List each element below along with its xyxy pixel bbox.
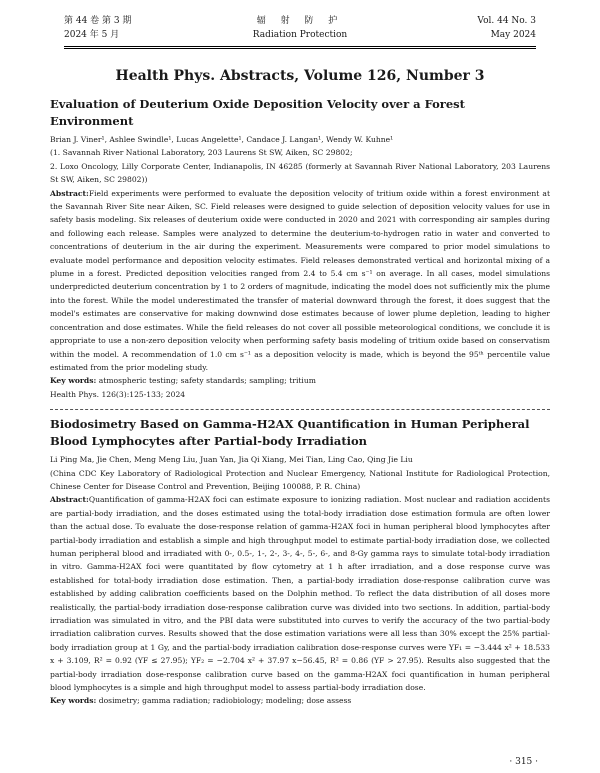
- article-title: Biodosimetry Based on Gamma-H2AX Quantification in Human Peripheral Blood Lymphocytes after Partial-body Irradiation: [50, 417, 530, 449]
- keywords-label: Key words:: [50, 376, 97, 386]
- header-rule: [64, 48, 536, 49]
- volume-issue-en: Vol. 44 No. 3: [477, 16, 536, 26]
- date-cn: 2024 年 5 月: [64, 30, 120, 40]
- article-keywords: [50, 374, 550, 387]
- article-separator: [50, 409, 550, 410]
- journal-title-cn: 辐 射 防 护: [256, 16, 344, 26]
- article-affiliation: (1. Savannah River National Laboratory, 203 Laurens St SW, Aiken, SC 29802;: [50, 148, 353, 158]
- abstract-label: Abstract:: [50, 495, 89, 505]
- article-authors: Li Ping Ma, Jie Chen, Meng Meng Liu, Juan Yan, Jia Qi Xiang, Mei Tian, Ling Cao, Qing Jie Liu: [50, 455, 413, 465]
- page-number: · 315 ·: [509, 757, 538, 767]
- article-1: [50, 96, 550, 401]
- page-content: [50, 64, 550, 708]
- date-en: May 2024: [490, 30, 536, 40]
- article-citation: Health Phys. 126(3):125-133; 2024: [50, 389, 186, 399]
- article-abstract: [50, 493, 550, 694]
- article-affiliation: (China CDC Key Laboratory of Radiological Protection and Nuclear Emergency, National Institute for Radiological Protection, Chinese Center for Disease Control and Prevention, Beijing 100088, P. R. China): [50, 468, 550, 491]
- article-abstract: [50, 187, 550, 375]
- article-keywords: [50, 694, 550, 707]
- abstract-text: Quantification of gamma-H2AX foci can estimate exposure to ionizing radiation. Most nuclear and radiation accidents are partial-body irradiation, and the doses estimated using the total-body irradiation dose estimation formula are often lower than the actual dose. To evaluate the dose-response relation of gamma-H2AX foci in human peripheral blood lymphocytes after partial-body irradiation and establish a simple and high throughput model to estimate partial-body irradiation dose, we collected human peripheral blood and irradiated with 0-, 0.5-, 1-, 2-, 3-, 4-, 5-, 6-, and 8-Gy gamma rays to simulate total-body irradiation in vitro. Gamma-H2AX foci were quantitated by flow cytometry at 1 h after irradiation, and a dose response curve was established for total-body irradiation dose estimation. Then, a partial-body irradiation dose-response calibration curve was established by adding calibration coefficients based on the Dolphin method. To reflect the data distribution of all doses more realistically, the partial-body irradiation dose-response calibration curve was divided into two sections. In addition, partial-body irradiation was simulated in vitro, and the PBI data were substituted into curves to verify the accuracy of the two partial-body irradiation calibration curves. Results showed that the dose estimation variations were all less than 30% except the 25% partial-body irradiation group at 1 Gy, and the partial-body irradiation calibration dose-response curves were YF₁ = −3.444 x² + 18.533 x + 3.109, R² = 0.92 (YF ≤ 27.95); YF₂ = −2.704 x² + 37.97 x−56.45, R² = 0.86 (YF > 27.95). Results also suggested that the partial-body irradiation dose-response calibration curve based on the gamma-H2AX foci quantification in human peripheral blood lymphocytes is a simple and high throughput model to assess partial-body irradiation dose.: [50, 495, 550, 693]
- abstract-label: Abstract:: [50, 188, 89, 198]
- article-2: [50, 416, 550, 708]
- page-title: Health Phys. Abstracts, Volume 126, Number 3: [115, 68, 485, 84]
- keywords-text: dosimetry; gamma radiation; radiobiology; modeling; dose assess: [98, 696, 352, 706]
- keywords-label: Key words:: [50, 696, 97, 706]
- article-title: Evaluation of Deuterium Oxide Deposition Velocity over a Forest Environment: [50, 97, 465, 128]
- volume-issue-cn: 第 44 卷 第 3 期: [64, 16, 132, 26]
- journal-title-en: Radiation Protection: [252, 30, 348, 40]
- article-affiliation: 2. Loxo Oncology, Lilly Corporate Center, Indianapolis, IN 46285 (formerly at Savannah River National Laboratory, 203 Laurens St SW, Aiken, SC 29802)): [50, 161, 550, 185]
- article-authors: Brian J. Viner¹, Ashlee Swindle¹, Lucas Angelette¹, Candace J. Langan¹, Wendy W. Kuhne¹: [50, 135, 394, 144]
- keywords-text: atmospheric testing; safety standards; sampling; tritium: [98, 376, 316, 386]
- header-right: [477, 14, 536, 42]
- header-center: [64, 14, 536, 42]
- running-header: [64, 14, 536, 47]
- abstract-text: Field experiments were performed to evaluate the deposition velocity of tritium oxide within a forest environment at the Savannah River Site near Aiken, SC. Field releases were designed to guide selection of deposition velocity values for use in safety basis modeling. Six releases of deuterium oxide were conducted in 2020 and 2021 with corresponding air samples during and following each release. Samples were analyzed to determine the deuterium-to-hydrogen ratio in water and converted to concentrations of deuterium in the air during the experiment. Measurements were compared to prior model simulations to evaluate model performance and deposition velocity estimates. Field releases demonstrated vertical and horizontal mixing of a plume in a forest. Predicted deposition velocities ranged from 2.4 to 5.4 cm s⁻¹ on average. In all cases, model simulations underpredicted deuterium concentration by 1 to 2 orders of magnitude, indicating the model does not sufficiently mix the plume into the forest. While the model underestimated the transfer of material downward through the forest, it does suggest that the model's estimates are conservative for making downwind dose estimates because of lower plume depletion, leading to higher concentration and dose estimates. While the field releases do not cover all possible meteorological conditions, we conclude it is appropriate to use a non-zero deposition velocity when performing safety basis modeling of tritium oxide based on conservatism within the model. A recommendation of 1.0 cm s⁻¹ as a deposition velocity is made, which is beyond the 95ᵗʰ percentile value estimated from the prior modeling study.: [50, 188, 550, 372]
